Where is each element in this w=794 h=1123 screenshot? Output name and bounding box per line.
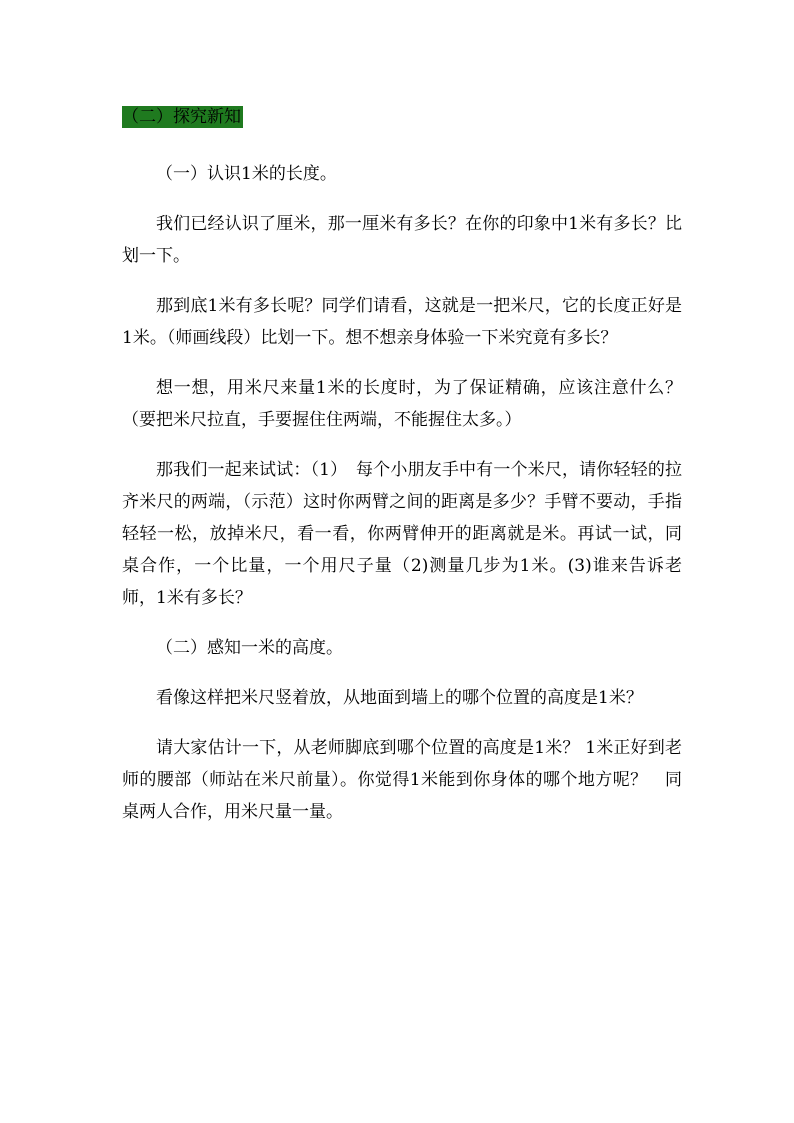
subsection-title-2: （二）感知一米的高度。	[156, 638, 343, 658]
paragraph-2: 那到底1米有多长呢？同学们请看，这就是一把米尺，它的长度正好是1米。（师画线段）比划一下。想不想亲身体验一下米究竟有多长？	[122, 296, 682, 348]
section-heading-wrap	[122, 106, 243, 128]
paragraph-5: 看像这样把米尺竖着放，从地面到墙上的哪个位置的高度是1米？	[156, 688, 643, 708]
paragraph-6: 请大家估计一下，从老师脚底到哪个位置的高度是1米？ 1米正好到老师的腰部（师站在米尺前量）。你觉得1米能到你身体的哪个地方呢？ 同桌两人合作，用米尺量一量。	[122, 738, 682, 822]
section-heading: （二）探究新知	[122, 107, 241, 127]
paragraph-4: 那我们一起来试试：（1） 每个小朋友手中有一个米尺，请你轻轻的拉齐米尺的两端，（示范）这时你两臂之间的距离是多少？手臂不要动，手指轻轻一松，放掉米尺，看一看，你两臂伸开的距离就是米。再试一试，同桌合作，一个比量，一个用尺子量（2)测量几步为1米。(3)谁来告诉老师，1米有多长？	[122, 460, 682, 608]
document-body	[122, 158, 682, 846]
paragraph-3: 想一想，用米尺来量1米的长度时，为了保证精确，应该注意什么？（要把米尺拉直，手要握住住两端，不能握住太多。）	[122, 378, 682, 430]
subsection-title-1: （一）认识1米的长度。	[156, 164, 337, 184]
paragraph-1: 我们已经认识了厘米，那一厘米有多长？在你的印象中1米有多长？比划一下。	[122, 214, 682, 266]
